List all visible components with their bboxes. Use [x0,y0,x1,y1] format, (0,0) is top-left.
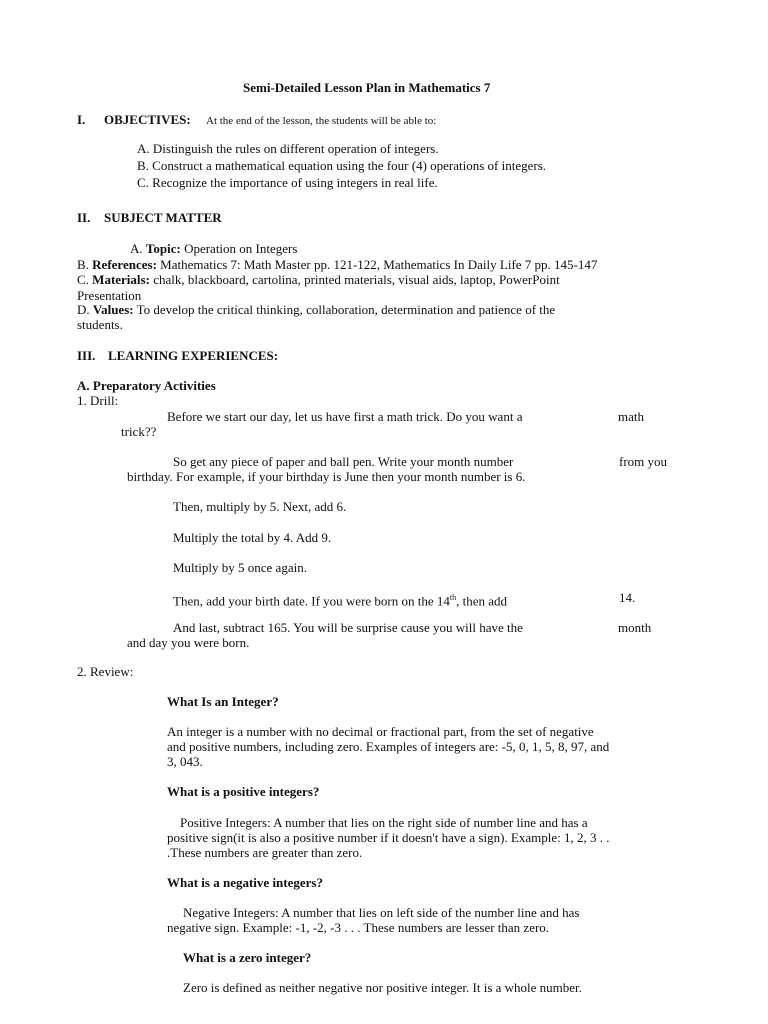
values-value: To develop the critical thinking, collaboration, determination and patience of the [136,302,556,317]
values-line [77,302,555,317]
review-question-integer: What Is an Integer? [167,694,279,709]
drill-p7-continued: and day you were born. [127,635,250,650]
drill-p1-tail: math [618,409,644,424]
drill-p1-text: Before we start our day, let us have first a math trick. Do you want a [167,409,523,424]
drill-p7-tail: month [618,620,652,635]
section-heading-objectives: OBJECTIVES: [104,112,191,127]
drill-p5: Multiply by 5 once again. [173,560,307,575]
drill-p2-text: So get any piece of paper and ball pen. Write your month number [173,454,514,469]
page-title: Semi-Detailed Lesson Plan in Mathematics 7 [243,80,491,95]
references-prefix: B. [77,257,89,272]
review-question-positive: What is a positive integers? [167,784,320,799]
drill-p6-main: Then, add your birth date. If you were born on the 14 [173,593,450,609]
objective-item-a: A. Distinguish the rules on different operation of integers. [137,141,439,156]
review-answer-integer-line3: 3, 043. [167,754,203,769]
materials-prefix: C. [77,272,89,287]
topic-line [130,241,297,256]
objective-item-c: C. Recognize the importance of using integers in real life. [137,175,438,190]
drill-p6-tail: 14. [619,590,636,605]
drill-p3: Then, multiply by 5. Next, add 6. [173,499,347,514]
review-answer-negative-line2: negative sign. Example: -1, -2, -3 . . . These numbers are lesser than zero. [167,920,550,935]
references-label: References: [92,257,157,272]
topic-prefix: A. [130,241,143,256]
drill-label: 1. Drill: [77,393,119,408]
section-heading-learning: LEARNING EXPERIENCES: [108,348,279,363]
review-answer-positive-line2: positive sign(it is also a positive number if it doesn't have a sign). Example: 1, 2, 3 . . [167,830,610,845]
review-answer-negative-line1: Negative Integers: A number that lies on left side of the number line and has [183,905,580,920]
review-answer-positive-line3: .These numbers are greater than zero. [167,845,363,860]
topic-value: Operation on Integers [184,241,298,256]
review-question-negative: What is a negative integers? [167,875,323,890]
review-answer-integer-line2: and positive numbers, including zero. Examples of integers are: -5, 0, 1, 5, 8, 97, and [167,739,610,754]
drill-p4: Multiply the total by 4. Add 9. [173,530,332,545]
objectives-intro: At the end of the lesson, the students will be able to: [206,115,437,127]
references-line [77,257,597,272]
review-label: 2. Review: [77,664,134,679]
drill-p2-continued: birthday. For example, if your birthday is June then your month number is 6. [127,469,526,484]
values-label: Values: [92,302,134,317]
materials-label: Materials: [92,272,150,287]
section-numeral-objectives: I. [77,112,86,127]
materials-value-continued: Presentation [77,288,142,303]
section-numeral-learning: III. [77,348,96,363]
drill-p6-after: , then add [456,593,508,609]
drill-p6-text [173,590,507,608]
drill-p2-tail: from you [619,454,668,469]
review-answer-positive-line1: Positive Integers: A number that lies on the right side of number line and has a [180,815,588,830]
drill-p6-superscript: th [449,593,457,602]
review-answer-zero-line1: Zero is defined as neither negative nor positive integer. It is a whole number. [183,980,582,995]
objective-item-b: B. Construct a mathematical equation using the four (4) operations of integers. [137,158,547,173]
review-question-zero: What is a zero integer? [183,950,312,965]
review-answer-integer-line1: An integer is a number with no decimal or fractional part, from the set of negative [167,724,594,739]
drill-p1-continued: trick?? [121,424,157,439]
materials-line [77,272,560,287]
references-value: Mathematics 7: Math Master pp. 121-122, Mathematics In Daily Life 7 pp. 145-147 [160,257,598,272]
materials-value: chalk, blackboard, cartolina, printed materials, visual aids, laptop, PowerPoint [153,272,560,287]
section-numeral-subject-matter: II. [77,210,91,225]
values-prefix: D. [77,302,90,317]
values-value-continued: students. [77,317,123,332]
section-heading-subject-matter: SUBJECT MATTER [104,210,222,225]
topic-label: Topic: [145,241,181,256]
preparatory-heading: A. Preparatory Activities [77,378,216,393]
drill-p7-text: And last, subtract 165. You will be surprise cause you will have the [173,620,523,635]
